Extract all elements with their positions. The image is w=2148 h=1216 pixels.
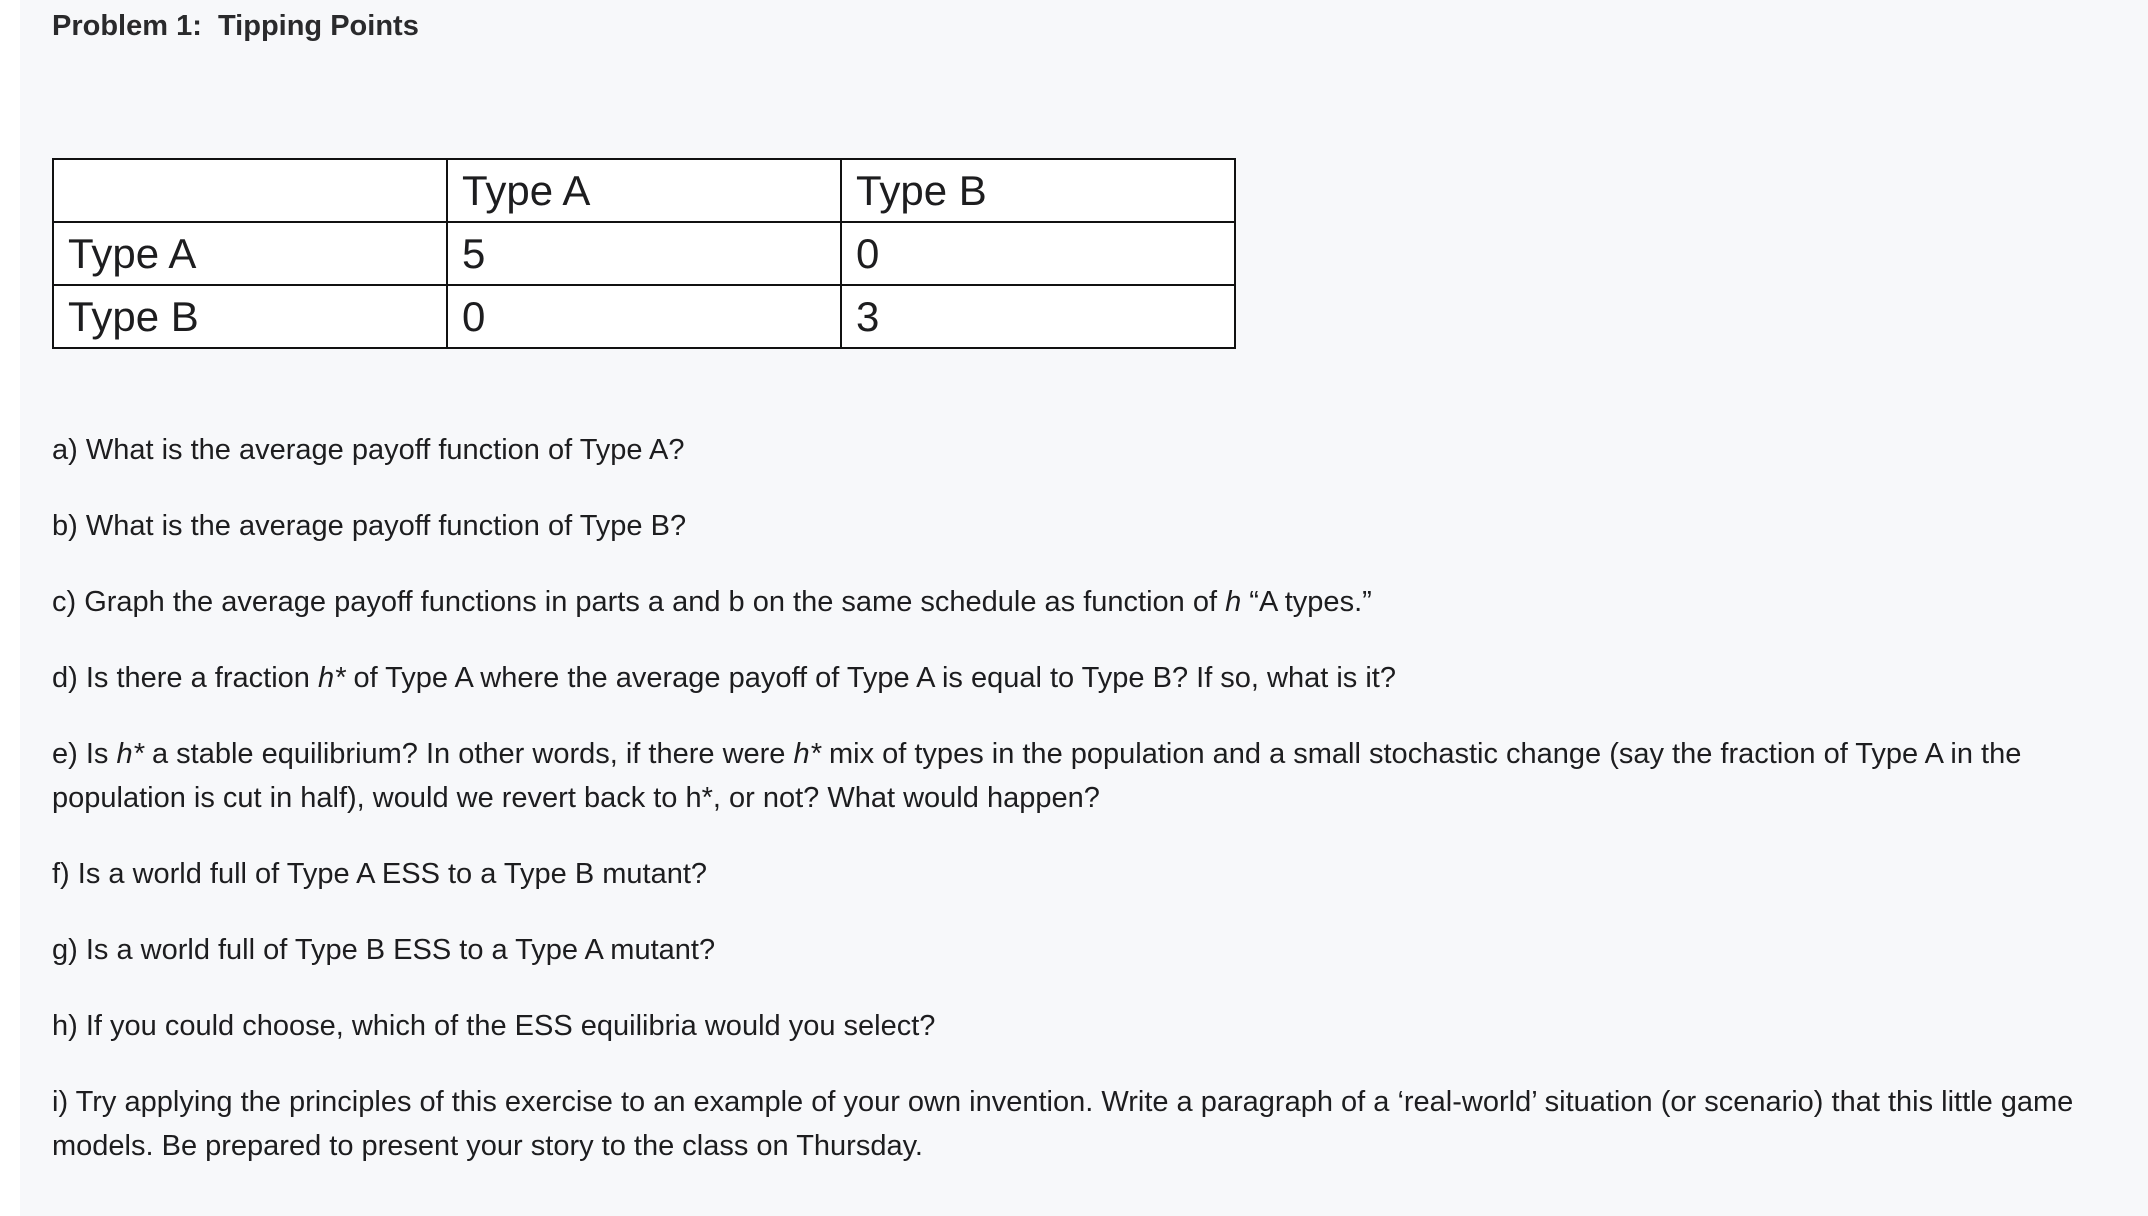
- question-d-text-end: of Type A where the average payoff of Type A is equal to Type B? If so, what is it?: [345, 662, 1396, 694]
- question-a: a) What is the average payoff function of Type A?: [52, 434, 685, 466]
- table-row: [53, 285, 1235, 348]
- question-d-text: d) Is there a fraction: [52, 662, 318, 694]
- table-cell: 0: [447, 285, 841, 348]
- document-page: [20, 0, 2148, 1216]
- variable-h-star: h*: [793, 738, 821, 770]
- table-cell: 5: [447, 222, 841, 285]
- question-b: b) What is the average payoff function of Type B?: [52, 510, 687, 542]
- table-column-header: Type B: [841, 159, 1235, 222]
- question-g: g) Is a world full of Type B ESS to a Type A mutant?: [52, 934, 716, 966]
- question-f: f) Is a world full of Type A ESS to a Type B mutant?: [52, 858, 708, 890]
- question-e-text-middle: a stable equilibrium? In other words, if there were: [143, 738, 794, 770]
- table-cell: [53, 159, 447, 222]
- question-e-text: e) Is: [52, 738, 117, 770]
- variable-h-star: h*: [317, 662, 346, 694]
- question-list: [52, 428, 2142, 1200]
- table-column-header: Type A: [447, 159, 841, 222]
- question-d: [52, 656, 2142, 700]
- question-c-text-end: “A types.”: [1241, 586, 1372, 618]
- question-c-text: c) Graph the average payoff functions in parts a and b on the same schedule as function of: [52, 586, 1226, 618]
- problem-title: Problem 1: Tipping Points: [52, 10, 419, 42]
- variable-h: h: [1225, 586, 1242, 618]
- question-c: [52, 580, 2142, 624]
- question-i: i) Try applying the principles of this exercise to an example of your own invention. Write a paragraph of a ‘real-world’ situation (or scenario) that this little game models. Be prepared to present your story to the class on Thursday.: [52, 1086, 2074, 1162]
- table-row-header: Type A: [53, 222, 447, 285]
- variable-h-star: h*: [116, 738, 144, 770]
- table-cell: 0: [841, 222, 1235, 285]
- table-row: [53, 222, 1235, 285]
- table-row-header: Type B: [53, 285, 447, 348]
- table-header-row: [53, 159, 1235, 222]
- question-e: [52, 732, 2142, 820]
- question-e-text-end: mix of types in the population and a small stochastic change (say the fraction of Type A in the population is cut in half), would we revert back to h*, or not? What would happen?: [52, 738, 2022, 814]
- payoff-table: [52, 158, 1236, 349]
- question-h: h) If you could choose, which of the ESS equilibria would you select?: [52, 1010, 936, 1042]
- table-cell: 3: [841, 285, 1235, 348]
